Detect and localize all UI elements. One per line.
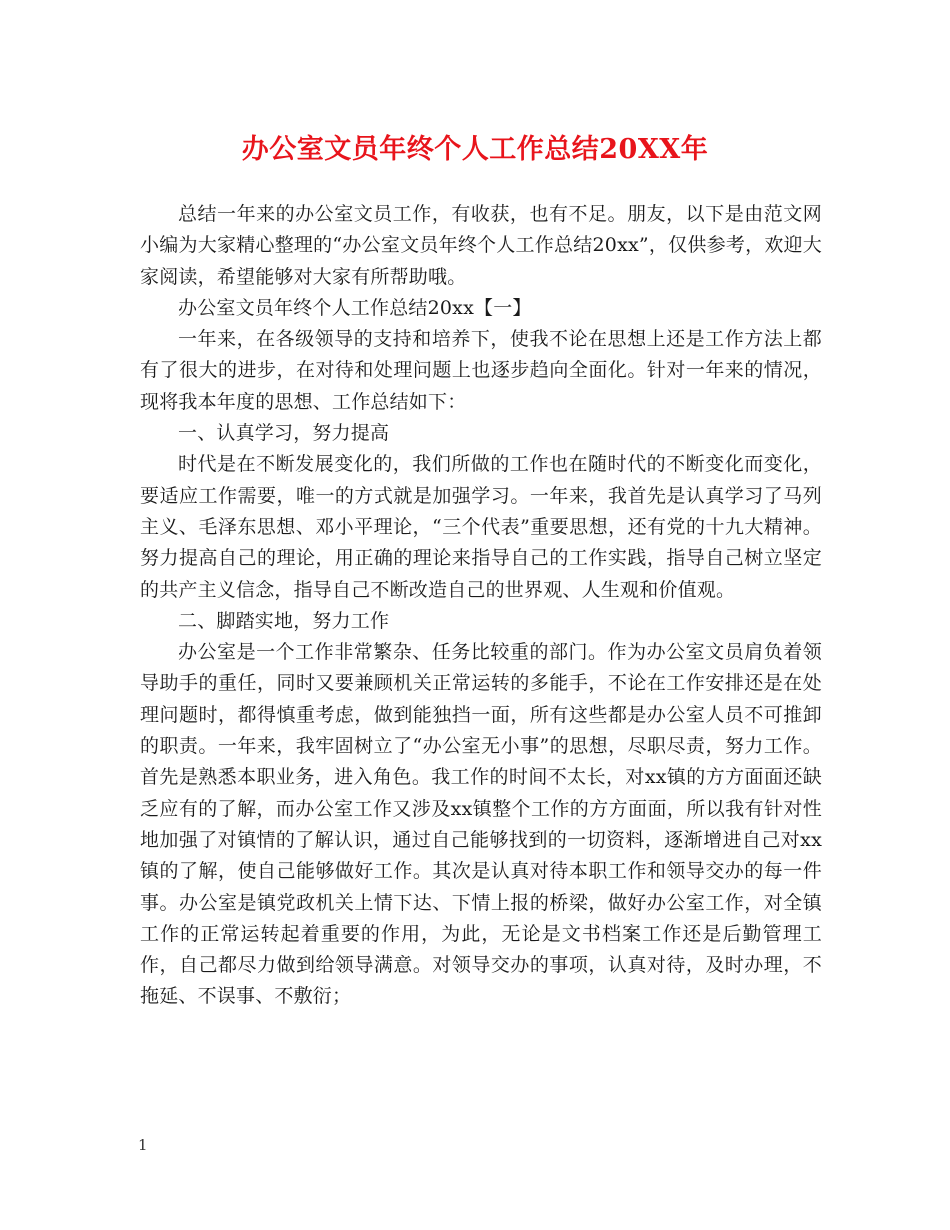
paragraph-overview: 一年来，在各级领导的支持和培养下，使我不论在思想上还是工作方法上都有了很大的进步，在对待和处理问题上也逐步趋向全面化。针对一年来的情况，现将我本年度的思想、工作总结如下： (140, 328, 822, 413)
subheading-study: 一、认真学习，努力提高 (178, 422, 390, 445)
document-body (140, 199, 822, 1013)
page-number: 1 (138, 1136, 148, 1154)
document-title: 办公室文员年终个人工作总结20XX年 (241, 134, 709, 165)
paragraph-study: 时代是在不断发展变化的，我们所做的工作也在随时代的不断变化而变化，要适应工作需要，唯一的方式就是加强学习。一年来，我首先是认真学习了马列主义、毛泽东思想、邓小平理论，“三个代表”重要思想，还有党的十九大精神。努力提高自己的理论，用正确的理论来指导自己的工作实践，指导自己树立坚定的共产主义信念，指导自己不断改造自己的世界观、人生观和价值观。 (140, 453, 822, 601)
paragraph-intro: 总结一年来的办公室文员工作，有收获，也有不足。朋友，以下是由范文网小编为大家精心整理的“办公室文员年终个人工作总结20xx”，仅供参考，欢迎大家阅读，希望能够对大家有所帮助哦。 (140, 203, 822, 288)
subheading-work: 二、脚踏实地，努力工作 (178, 609, 390, 632)
paragraph-work: 办公室是一个工作非常繁杂、任务比较重的部门。作为办公室文员肩负着领导助手的重任，同时又要兼顾机关正常运转的多能手，不论在工作安排还是在处理问题时，都得慎重考虑，做到能独挡一面，所有这些都是办公室人员不可推卸的职责。一年来，我牢固树立了“办公室无小事”的思想，尽职尽责，努力工作。首先是熟悉本职业务，进入角色。我工作的时间不太长，对xx镇的方方面面还缺乏应有的了解，而办公室工作又涉及xx镇整个工作的方方面面，所以我有针对性地加强了对镇情的了解认识，通过自己能够找到的一切资料，逐渐增进自己对xx镇的了解，使自己能够做好工作。其次是认真对待本职工作和领导交办的每一件事。办公室是镇党政机关上情下达、下情上报的桥梁，做好办公室工作，对全镇工作的正常运转起着重要的作用，为此，无论是文书档案工作还是后勤管理工作，自己都尽力做到给领导满意。对领导交办的事项，认真对待，及时办理，不拖延、不误事、不敷衍； (140, 641, 822, 1008)
section-heading-part-one: 办公室文员年终个人工作总结20xx【一】 (178, 296, 532, 319)
